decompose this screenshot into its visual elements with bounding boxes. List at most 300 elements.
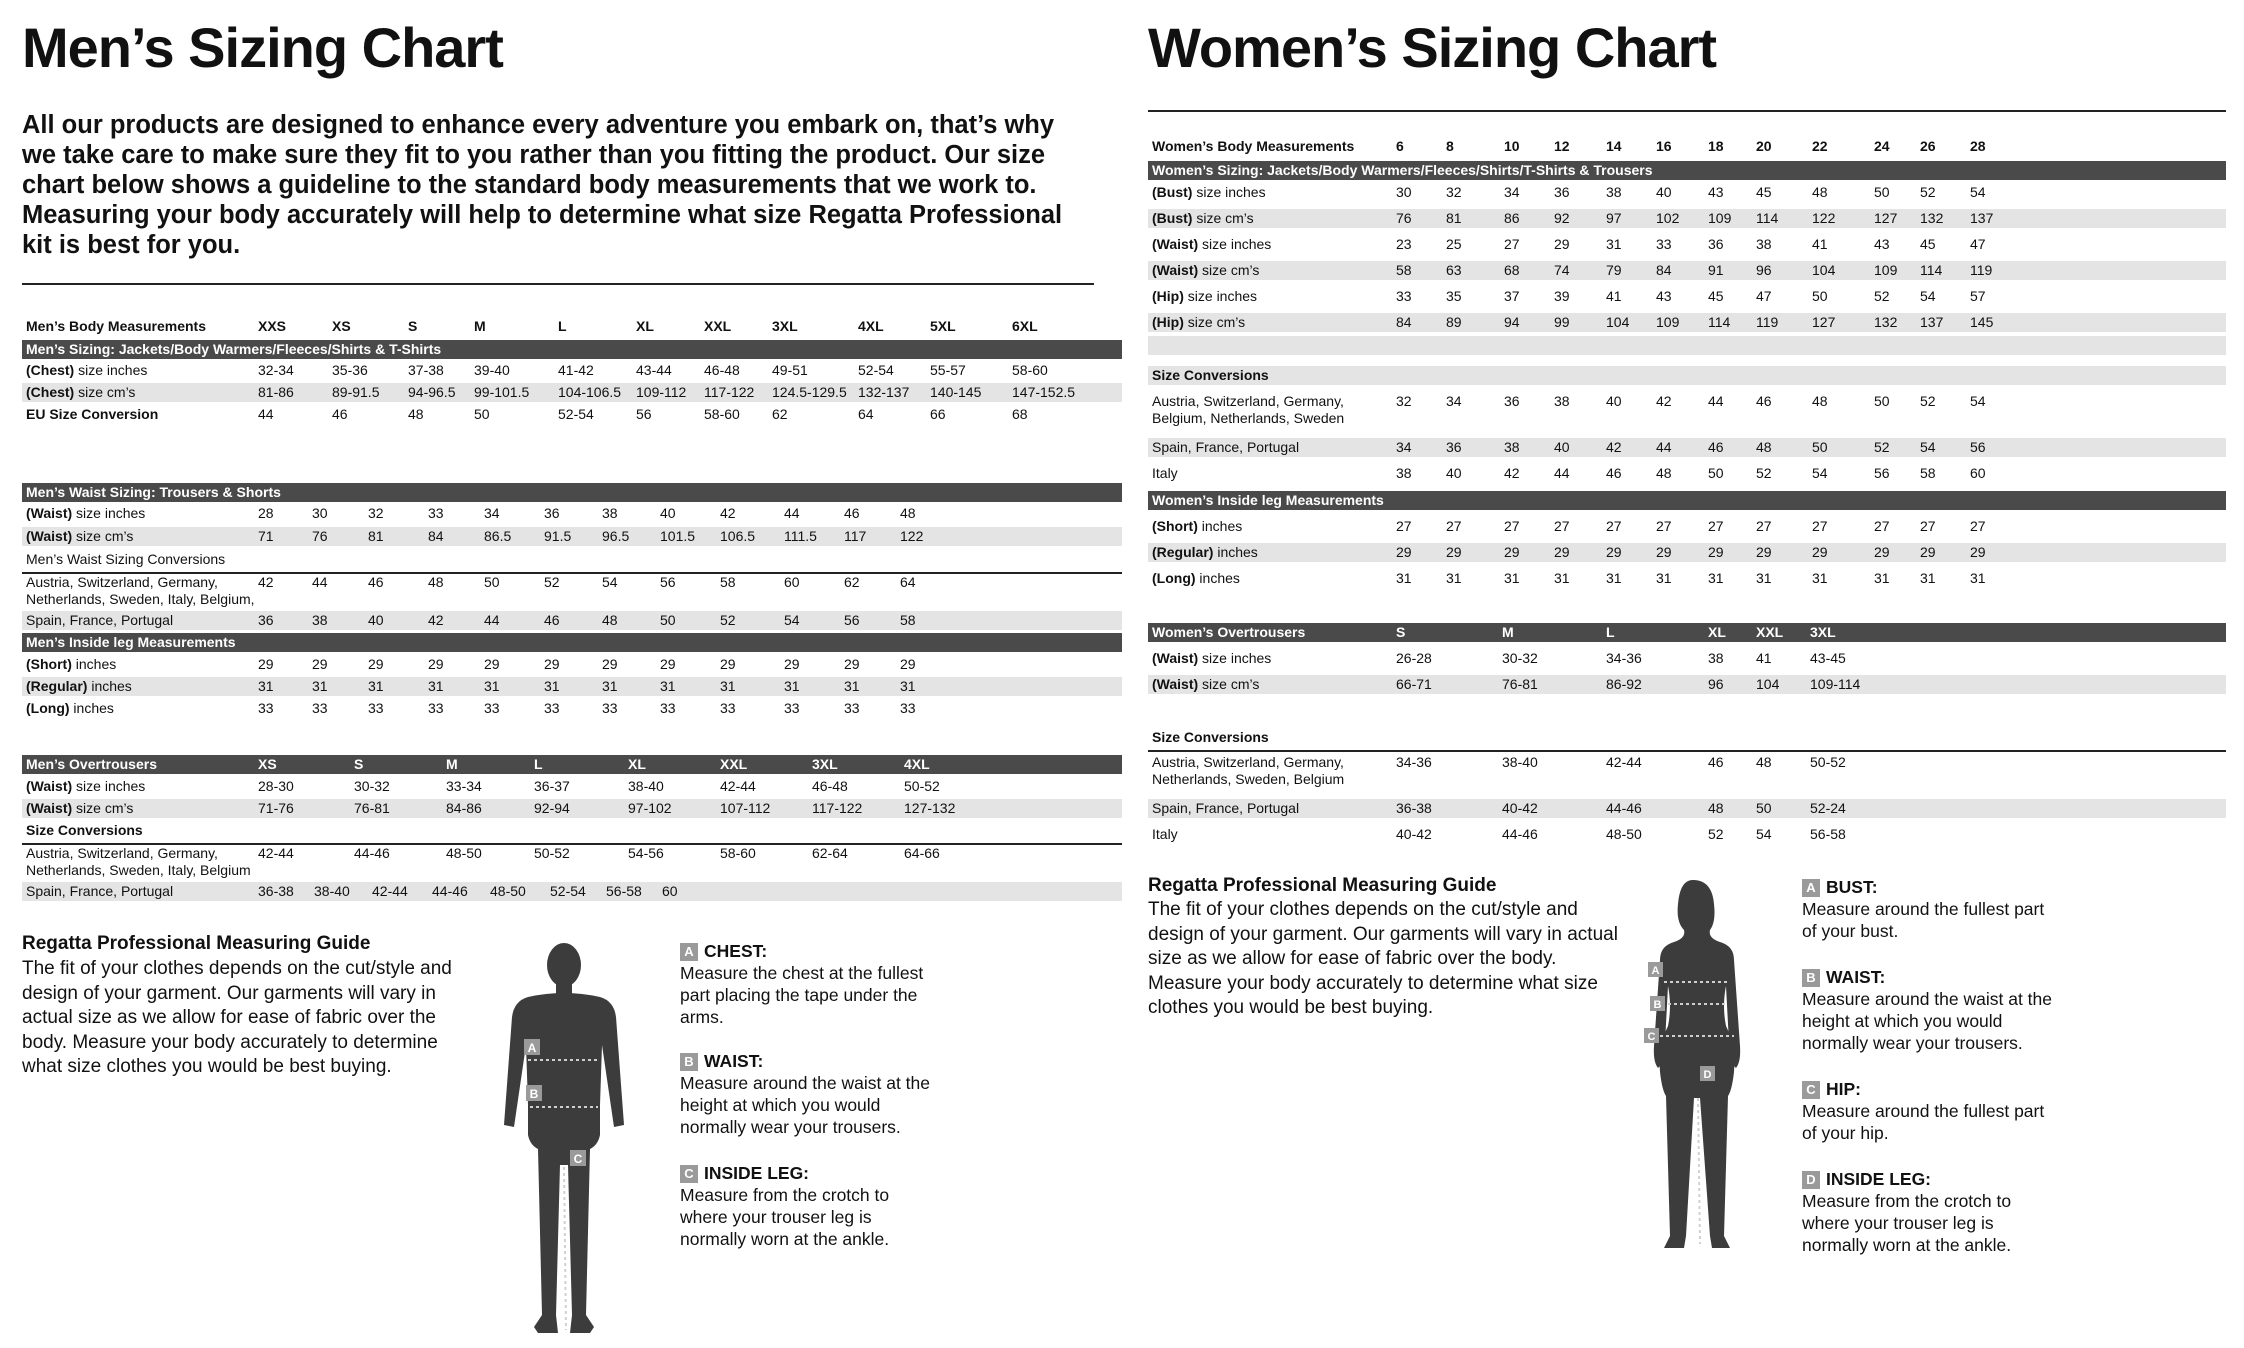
table-cell: 97-102 [628, 800, 672, 816]
row-label-text: Men’s Overtrousers [26, 756, 157, 772]
table-cell: 46 [1708, 754, 1724, 770]
table-cell: 147-152.5 [1012, 384, 1076, 400]
mens-body-section [22, 340, 1122, 359]
row-label [1152, 569, 1240, 588]
table-cell: 27 [1756, 518, 1772, 534]
table-cell: 60 [784, 574, 800, 590]
table-cell: 56-58 [606, 883, 642, 899]
table-cell: 54 [1970, 184, 1986, 200]
row-label-text: Austria, Switzerland, Germany, Netherlands, Sweden, Italy, Belgium, [26, 574, 255, 607]
table-cell: 81 [368, 528, 384, 544]
female-body-figure [1638, 876, 1748, 1256]
table-cell: 43-45 [1810, 650, 1846, 666]
table-cell: 44 [258, 406, 274, 422]
table-cell: 71-76 [258, 800, 294, 816]
table-cell: 44 [484, 612, 500, 628]
table-cell: 107-112 [720, 800, 771, 816]
table-cell: 64 [858, 406, 874, 422]
table-cell: 27 [1970, 518, 1986, 534]
table-cell: 52 [544, 574, 560, 590]
womens-conversion-row [1148, 438, 2226, 457]
table-cell: 33 [428, 700, 444, 716]
table-cell: 31 [660, 678, 676, 694]
table-cell: 48 [1756, 439, 1772, 455]
table-cell: 48 [1708, 800, 1724, 816]
table-cell: 45 [1756, 184, 1772, 200]
row-label-text: size cm’s [1198, 676, 1260, 692]
table-cell: S [1396, 624, 1406, 640]
table-cell: 64 [900, 574, 916, 590]
table-cell: 122 [1812, 210, 1836, 226]
table-cell: 48 [602, 612, 618, 628]
row-label-text: Austria, Switzerland, Germany, Netherlands, Sweden, Italy, Belgium [26, 845, 251, 878]
womens-body-row [1148, 183, 2226, 202]
row-label [26, 882, 173, 901]
row-label [1152, 464, 1178, 483]
row-label [1152, 649, 1271, 668]
row-label-bold: (Long) [26, 700, 70, 716]
row-label-bold: (Waist) [26, 800, 73, 816]
table-cell: 30-32 [354, 778, 390, 794]
table-cell: 31 [1920, 570, 1936, 586]
table-cell: 94 [1504, 314, 1520, 330]
table-cell: 96.5 [602, 528, 630, 544]
table-cell: 76-81 [354, 800, 390, 816]
table-cell: 68 [1012, 406, 1028, 422]
table-cell: 48 [1756, 754, 1772, 770]
svg-text:A: A [1651, 965, 1660, 977]
womens-title: Women’s Sizing Chart [1148, 16, 1717, 79]
row-label [26, 504, 145, 523]
table-cell: 46 [544, 612, 560, 628]
table-cell: 58-60 [704, 406, 740, 422]
table-cell: 31 [900, 678, 916, 694]
table-cell: 56 [844, 612, 860, 628]
table-cell: 18 [1708, 138, 1724, 154]
table-cell: 54 [1970, 393, 1986, 409]
table-cell: 50 [484, 574, 500, 590]
table-cell: 42-44 [720, 778, 756, 794]
table-cell: XXS [258, 318, 287, 334]
row-label-text: size cm’s [1198, 262, 1260, 278]
row-label [26, 383, 135, 402]
table-cell: 99 [1554, 314, 1570, 330]
table-cell: 29 [1708, 544, 1724, 560]
table-cell: 38-40 [1502, 754, 1538, 770]
mens-waist-row [22, 504, 1122, 523]
table-cell: 37-38 [408, 362, 444, 378]
table-cell: 36 [1504, 393, 1520, 409]
mens-over-header-row [22, 755, 1122, 774]
row-label-text: Spain, France, Portugal [26, 883, 174, 899]
row-label [1152, 137, 1354, 156]
table-cell: 55-57 [930, 362, 966, 378]
table-cell: 84-86 [446, 800, 482, 816]
guide-letter-badge: B [1802, 969, 1820, 987]
table-cell: 56 [636, 406, 652, 422]
womens-conversion-row [1148, 393, 2226, 427]
table-cell: 27 [1812, 518, 1828, 534]
womens-over-conversion-row [1148, 754, 2226, 788]
table-cell: M [446, 756, 458, 772]
table-cell: 33 [1396, 288, 1412, 304]
row-label-text: inches [71, 656, 117, 672]
table-cell: 32 [1396, 393, 1412, 409]
table-cell: 31 [1504, 570, 1520, 586]
guide-heading-text: HIP: [1826, 1079, 1861, 1099]
mens-waist-conversion-row [22, 574, 1122, 608]
table-cell: 68 [1504, 262, 1520, 278]
womens-conversion-row [1148, 464, 2226, 483]
table-cell: 44-46 [1606, 800, 1642, 816]
table-cell: 117-122 [812, 800, 863, 816]
table-cell: 40 [1554, 439, 1570, 455]
table-cell: 48 [408, 406, 424, 422]
table-cell: 34 [1504, 184, 1520, 200]
table-cell: 42 [720, 505, 736, 521]
table-cell: 84 [1656, 262, 1672, 278]
table-cell: 27 [1656, 518, 1672, 534]
row-label-bold: (Hip) [1152, 288, 1184, 304]
mens-leg-row [22, 677, 1122, 696]
table-cell: 35 [1446, 288, 1462, 304]
table-cell: 5XL [930, 318, 956, 334]
table-cell: 34 [1396, 439, 1412, 455]
womens-body-row [1148, 209, 2226, 228]
row-label-text: inches [69, 700, 114, 716]
guide-item [1802, 1168, 2052, 1256]
table-cell: 3XL [772, 318, 798, 334]
table-cell: 32 [1446, 184, 1462, 200]
row-label [1152, 438, 1299, 457]
row-label-text: size inches [74, 362, 148, 378]
row-label-text: inches [87, 678, 132, 694]
table-cell: 31 [1812, 570, 1828, 586]
row-label [1152, 754, 1402, 788]
table-cell: 96 [1708, 676, 1724, 692]
table-cell: 33 [784, 700, 800, 716]
row-label [1152, 161, 1653, 180]
table-cell: 50 [1756, 800, 1772, 816]
guide-item-heading [1802, 1078, 2052, 1100]
table-cell: M [1502, 624, 1514, 640]
table-cell: 28 [258, 505, 274, 521]
table-cell: 117-122 [704, 384, 755, 400]
row-label [26, 699, 114, 718]
table-cell: 40 [1606, 393, 1622, 409]
table-cell: 31 [428, 678, 444, 694]
guide-item-heading [680, 940, 930, 962]
table-cell: 31 [368, 678, 384, 694]
table-cell: 28 [1970, 138, 1986, 154]
table-cell: 140-145 [930, 384, 982, 400]
mens-waist-conversion-row [22, 611, 1122, 630]
table-cell: 27 [1874, 518, 1890, 534]
mens-waist-row [22, 527, 1122, 546]
table-cell: 28-30 [258, 778, 294, 794]
table-cell: 43 [1708, 184, 1724, 200]
guide-heading-text: INSIDE LEG: [1826, 1169, 1932, 1189]
table-cell: 66 [930, 406, 946, 422]
table-cell: 41-42 [558, 362, 594, 378]
table-cell: 109-114 [1810, 676, 1861, 692]
table-cell: 36 [544, 505, 560, 521]
row-label [26, 483, 281, 502]
table-cell: 114 [1920, 262, 1943, 278]
table-cell: 3XL [812, 756, 838, 772]
table-cell: 109 [1656, 314, 1680, 330]
table-cell: XL [628, 756, 646, 772]
table-cell: 29 [1874, 544, 1890, 560]
guide-item-text: Measure around the waist at the height at which you would normally wear your trousers. [1802, 989, 2053, 1053]
row-label [1152, 543, 1258, 562]
row-label-bold: (Bust) [1152, 210, 1193, 226]
table-cell: 52-54 [558, 406, 594, 422]
table-cell: 45 [1920, 236, 1936, 252]
guide-heading-text: WAIST: [1826, 967, 1886, 987]
mens-title: Men’s Sizing Chart [22, 16, 503, 79]
row-label-bold: (Regular) [1152, 544, 1214, 560]
table-cell: 36 [1708, 236, 1724, 252]
table-cell: 29 [1812, 544, 1828, 560]
table-cell: 33 [720, 700, 736, 716]
mens-over-conversion-row [22, 845, 1122, 879]
row-label-text: size cm’s [74, 384, 136, 400]
table-cell: 84 [428, 528, 444, 544]
table-cell: 34 [484, 505, 500, 521]
table-cell: 50 [474, 406, 490, 422]
row-label-text: Women’s Body Measurements [1152, 138, 1355, 154]
table-cell: 104 [1756, 676, 1780, 692]
table-cell: 31 [1970, 570, 1986, 586]
svg-text:A: A [527, 1041, 537, 1055]
table-cell: 27 [1708, 518, 1724, 534]
table-cell: 47 [1756, 288, 1772, 304]
table-cell: 32 [368, 505, 384, 521]
table-cell: 58 [1396, 262, 1412, 278]
table-cell: 25 [1446, 236, 1462, 252]
mens-body-row [22, 383, 1122, 402]
table-cell: 58-60 [1012, 362, 1048, 378]
table-cell: 30 [312, 505, 328, 521]
table-cell: 29 [720, 656, 736, 672]
mens-over-row [22, 799, 1122, 818]
table-cell: XS [258, 756, 277, 772]
table-cell: 52 [1920, 184, 1936, 200]
table-cell: 27 [1446, 518, 1462, 534]
table-cell: 43 [1656, 288, 1672, 304]
guide-item [680, 940, 930, 1028]
row-label [26, 361, 147, 380]
table-cell: 84 [1396, 314, 1412, 330]
table-cell: 29 [544, 656, 560, 672]
table-cell: 4XL [904, 756, 930, 772]
table-cell: 109 [1708, 210, 1732, 226]
table-cell: 64-66 [904, 845, 940, 861]
guide-heading-text: WAIST: [704, 1051, 764, 1071]
table-cell: 58-60 [720, 845, 756, 861]
row-label-bold: (Long) [1152, 570, 1196, 586]
table-cell: 46 [1606, 465, 1622, 481]
table-cell: 52 [1874, 288, 1890, 304]
row-label-bold: (Waist) [1152, 236, 1199, 252]
table-cell: 31 [1554, 570, 1570, 586]
table-cell: 50 [1708, 465, 1724, 481]
row-label [1152, 313, 1245, 332]
row-label-text: Spain, France, Portugal [26, 612, 174, 628]
table-cell: 6XL [1012, 318, 1038, 334]
table-cell: 41 [1812, 236, 1828, 252]
womens-body-row [1148, 235, 2226, 254]
table-cell: 33-34 [446, 778, 482, 794]
table-cell: 54 [784, 612, 800, 628]
table-cell: 31 [1606, 236, 1622, 252]
guide-item [1802, 1078, 2052, 1144]
table-cell: 8 [1446, 138, 1454, 154]
mens-leg-section [22, 633, 1122, 652]
row-label-text: size cm’s [72, 528, 134, 544]
row-label [1152, 825, 1178, 844]
table-cell: 76-81 [1502, 676, 1538, 692]
table-cell: 46 [844, 505, 860, 521]
table-cell: XL [636, 318, 654, 334]
womens-body-row [1148, 261, 2226, 280]
table-cell: 104-106.5 [558, 384, 622, 400]
womens-over-conversion-row [1148, 799, 2226, 818]
table-cell: 31 [544, 678, 560, 694]
row-label [1152, 623, 1305, 642]
row-label [1152, 393, 1402, 427]
table-cell: 16 [1656, 138, 1672, 154]
guide-letter-badge: A [680, 943, 698, 961]
table-cell: 54-56 [628, 845, 664, 861]
table-cell: 31 [1606, 570, 1622, 586]
table-cell: 29 [1554, 236, 1570, 252]
table-cell: 106.5 [720, 528, 756, 544]
table-cell: XS [332, 318, 351, 334]
table-cell: 34-36 [1606, 650, 1642, 666]
table-cell: 137 [1920, 314, 1944, 330]
table-cell: 6 [1396, 138, 1404, 154]
table-cell: 132 [1920, 210, 1944, 226]
table-cell: 52-24 [1810, 800, 1846, 816]
table-cell: 29 [1446, 544, 1462, 560]
table-cell: 31 [1874, 570, 1890, 586]
table-cell: 46-48 [704, 362, 740, 378]
row-label-text: Women’s Sizing: Jackets/Body Warmers/Fleeces/Shirts/T-Shirts & Trousers [1152, 162, 1653, 178]
row-label-bold: (Waist) [26, 528, 73, 544]
guide-item-heading [1802, 966, 2052, 988]
table-cell: 94-96.5 [408, 384, 456, 400]
guide-item [680, 1050, 930, 1138]
guide-item-text: Measure from the crotch to where your trouser leg is normally worn at the ankle. [1802, 1191, 2012, 1255]
mens-intro: All our products are designed to enhance every adventure you embark on, that’s why we take care to make sure they fit to you rather than you fitting the product. Our size chart below shows a guideline to the standard body measurements that we work to. Measuring your body accurately will help to determine what size Regatta Professional kit is best for you. [22, 111, 1063, 259]
row-label-text: inches [1213, 544, 1258, 560]
row-label-bold: (Waist) [26, 505, 73, 521]
row-label-text: Men’s Waist Sizing: Trousers & Shorts [26, 484, 281, 500]
row-label [26, 633, 236, 652]
table-cell: 36-38 [258, 883, 294, 899]
table-cell: XXL [720, 756, 748, 772]
table-cell: 31 [1396, 570, 1412, 586]
row-label-text: size cm’s [72, 800, 134, 816]
table-cell: 127 [1874, 210, 1898, 226]
guide-letter-badge: A [1802, 879, 1820, 897]
row-label [1152, 675, 1259, 694]
table-cell: 39-40 [474, 362, 510, 378]
table-cell: 60 [662, 883, 678, 899]
table-cell: 27 [1504, 518, 1520, 534]
table-cell: 31 [1656, 570, 1672, 586]
table-cell: 81 [1446, 210, 1462, 226]
male-body-figure [494, 935, 634, 1340]
table-cell: 42-44 [258, 845, 294, 861]
guide-heading-text: INSIDE LEG: [704, 1163, 810, 1183]
table-cell: 58 [1920, 465, 1936, 481]
row-label [1152, 235, 1271, 254]
table-cell: 52 [1708, 826, 1724, 842]
table-cell: 29 [1970, 544, 1986, 560]
guide-item-heading [1802, 1168, 2052, 1190]
womens-guide-text: The fit of your clothes depends on the cut/style and design of your garment. Our garments will vary in actual size as we allow for ease of fabric over the body. Measure your body accurately to determine what size clothes you would be best buying. [1148, 899, 1618, 1018]
table-cell: 48 [900, 505, 916, 521]
table-cell: 52-54 [858, 362, 894, 378]
womens-leg-row [1148, 543, 2226, 562]
table-cell: 119 [1756, 314, 1779, 330]
table-cell: 58 [720, 574, 736, 590]
guide-item-heading [680, 1050, 930, 1072]
table-cell: 54 [1812, 465, 1828, 481]
table-cell: 74 [1554, 262, 1570, 278]
table-cell: 119 [1970, 262, 1993, 278]
row-label-text: size inches [1198, 236, 1272, 252]
table-cell: 56 [1970, 439, 1986, 455]
row-label [26, 777, 145, 796]
table-cell: L [558, 318, 567, 334]
womens-body-section [1148, 161, 2226, 180]
guide-item-text: Measure around the fullest part of your hip. [1802, 1101, 2045, 1143]
table-cell: 38 [1554, 393, 1570, 409]
table-cell: 54 [602, 574, 618, 590]
table-cell: 57 [1970, 288, 1986, 304]
row-label-text: Men’s Body Measurements [26, 318, 206, 334]
row-label [26, 845, 276, 879]
guide-item-heading [680, 1162, 930, 1184]
guide-item-text: Measure around the waist at the height at which you would normally wear your trousers. [680, 1073, 931, 1137]
table-cell: XXL [1756, 624, 1784, 640]
mens-waist-section [22, 483, 1122, 502]
row-label-text: Spain, France, Portugal [1152, 439, 1300, 455]
row-label [26, 574, 276, 608]
mens-guide-title: Regatta Professional Measuring Guide [22, 933, 371, 954]
table-cell: 62 [844, 574, 860, 590]
table-cell: 42 [428, 612, 444, 628]
row-label-bold: (Chest) [26, 362, 75, 378]
table-cell: 29 [1606, 544, 1622, 560]
table-cell: 46 [1708, 439, 1724, 455]
table-cell: 86-92 [1606, 676, 1642, 692]
table-cell: 37 [1504, 288, 1520, 304]
row-label-text: size inches [1198, 650, 1272, 666]
table-cell: 137 [1970, 210, 1994, 226]
mens-guide-text: The fit of your clothes depends on the cut/style and design of your garment. Our garments will vary in actual size as we allow for ease of fabric over the body. Measure your body accurately to determine what size clothes you would be best buying. [22, 958, 452, 1077]
table-cell: 39 [1554, 288, 1570, 304]
table-cell: 44 [784, 505, 800, 521]
guide-letter-badge: C [1802, 1081, 1820, 1099]
table-cell: 31 [258, 678, 274, 694]
row-label-text: Austria, Switzerland, Germany, Belgium, Netherlands, Sweden [1152, 393, 1345, 426]
row-label-bold: (Regular) [26, 678, 88, 694]
